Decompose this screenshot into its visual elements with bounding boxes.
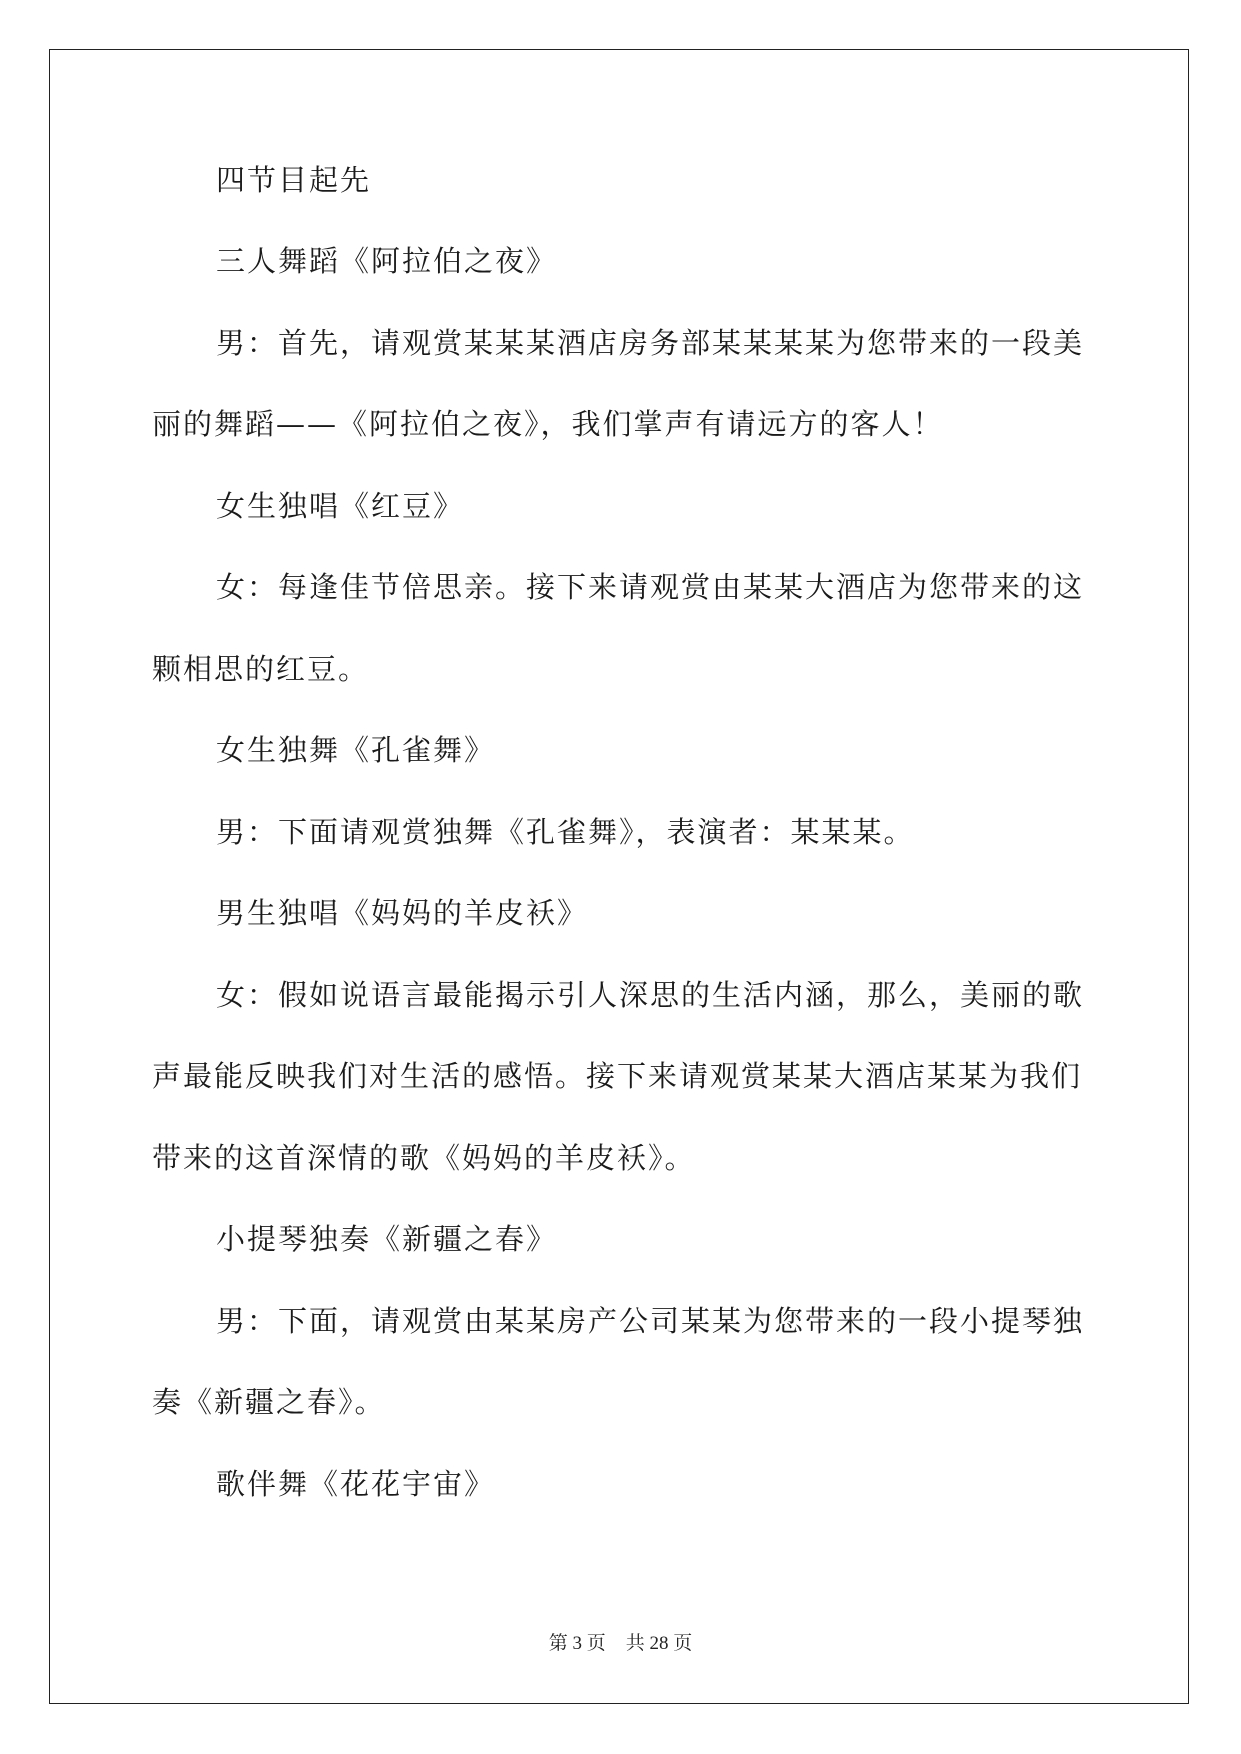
text-line: 男：首先，请观赏某某某酒店房务部某某某某为您带来的一段美 [216,326,1085,360]
text-line: 歌伴舞《花花宇宙》 [216,1467,496,1501]
page-number: 第 3 页 [548,1633,606,1654]
text-line: 三人舞蹈《阿拉伯之夜》 [216,244,558,278]
text-line: 颗相思的红豆。 [152,652,370,686]
text-line: 女：每逢佳节倍思亲。接下来请观赏由某某大酒店为您带来的这 [216,570,1085,604]
text-line: 男生独唱《妈妈的羊皮袄》 [216,896,589,930]
text-line: 声最能反映我们对生活的感悟。接下来请观赏某某大酒店某某为我们 [152,1059,1083,1093]
text-line: 丽的舞蹈——《阿拉伯之夜》，我们掌声有请远方的客人！ [152,407,944,441]
text-line: 女生独唱《红豆》 [216,489,465,523]
text-line: 四节目起先 [216,163,372,197]
text-line: 带来的这首深情的歌《妈妈的羊皮袄》。 [152,1141,696,1175]
page-footer [0,1628,1241,1655]
page-border [49,49,1189,1704]
text-line: 男：下面，请观赏由某某房产公司某某为您带来的一段小提琴独 [216,1304,1085,1338]
text-line: 女生独舞《孔雀舞》 [216,733,496,767]
text-line: 男：下面请观赏独舞《孔雀舞》，表演者：某某某。 [216,815,915,849]
text-line: 小提琴独奏《新疆之春》 [216,1222,558,1256]
page-total: 共 28 页 [625,1633,693,1654]
text-line: 女：假如说语言最能揭示引人深思的生活内涵，那么，美丽的歌 [216,978,1085,1012]
text-line: 奏《新疆之春》。 [152,1385,386,1419]
